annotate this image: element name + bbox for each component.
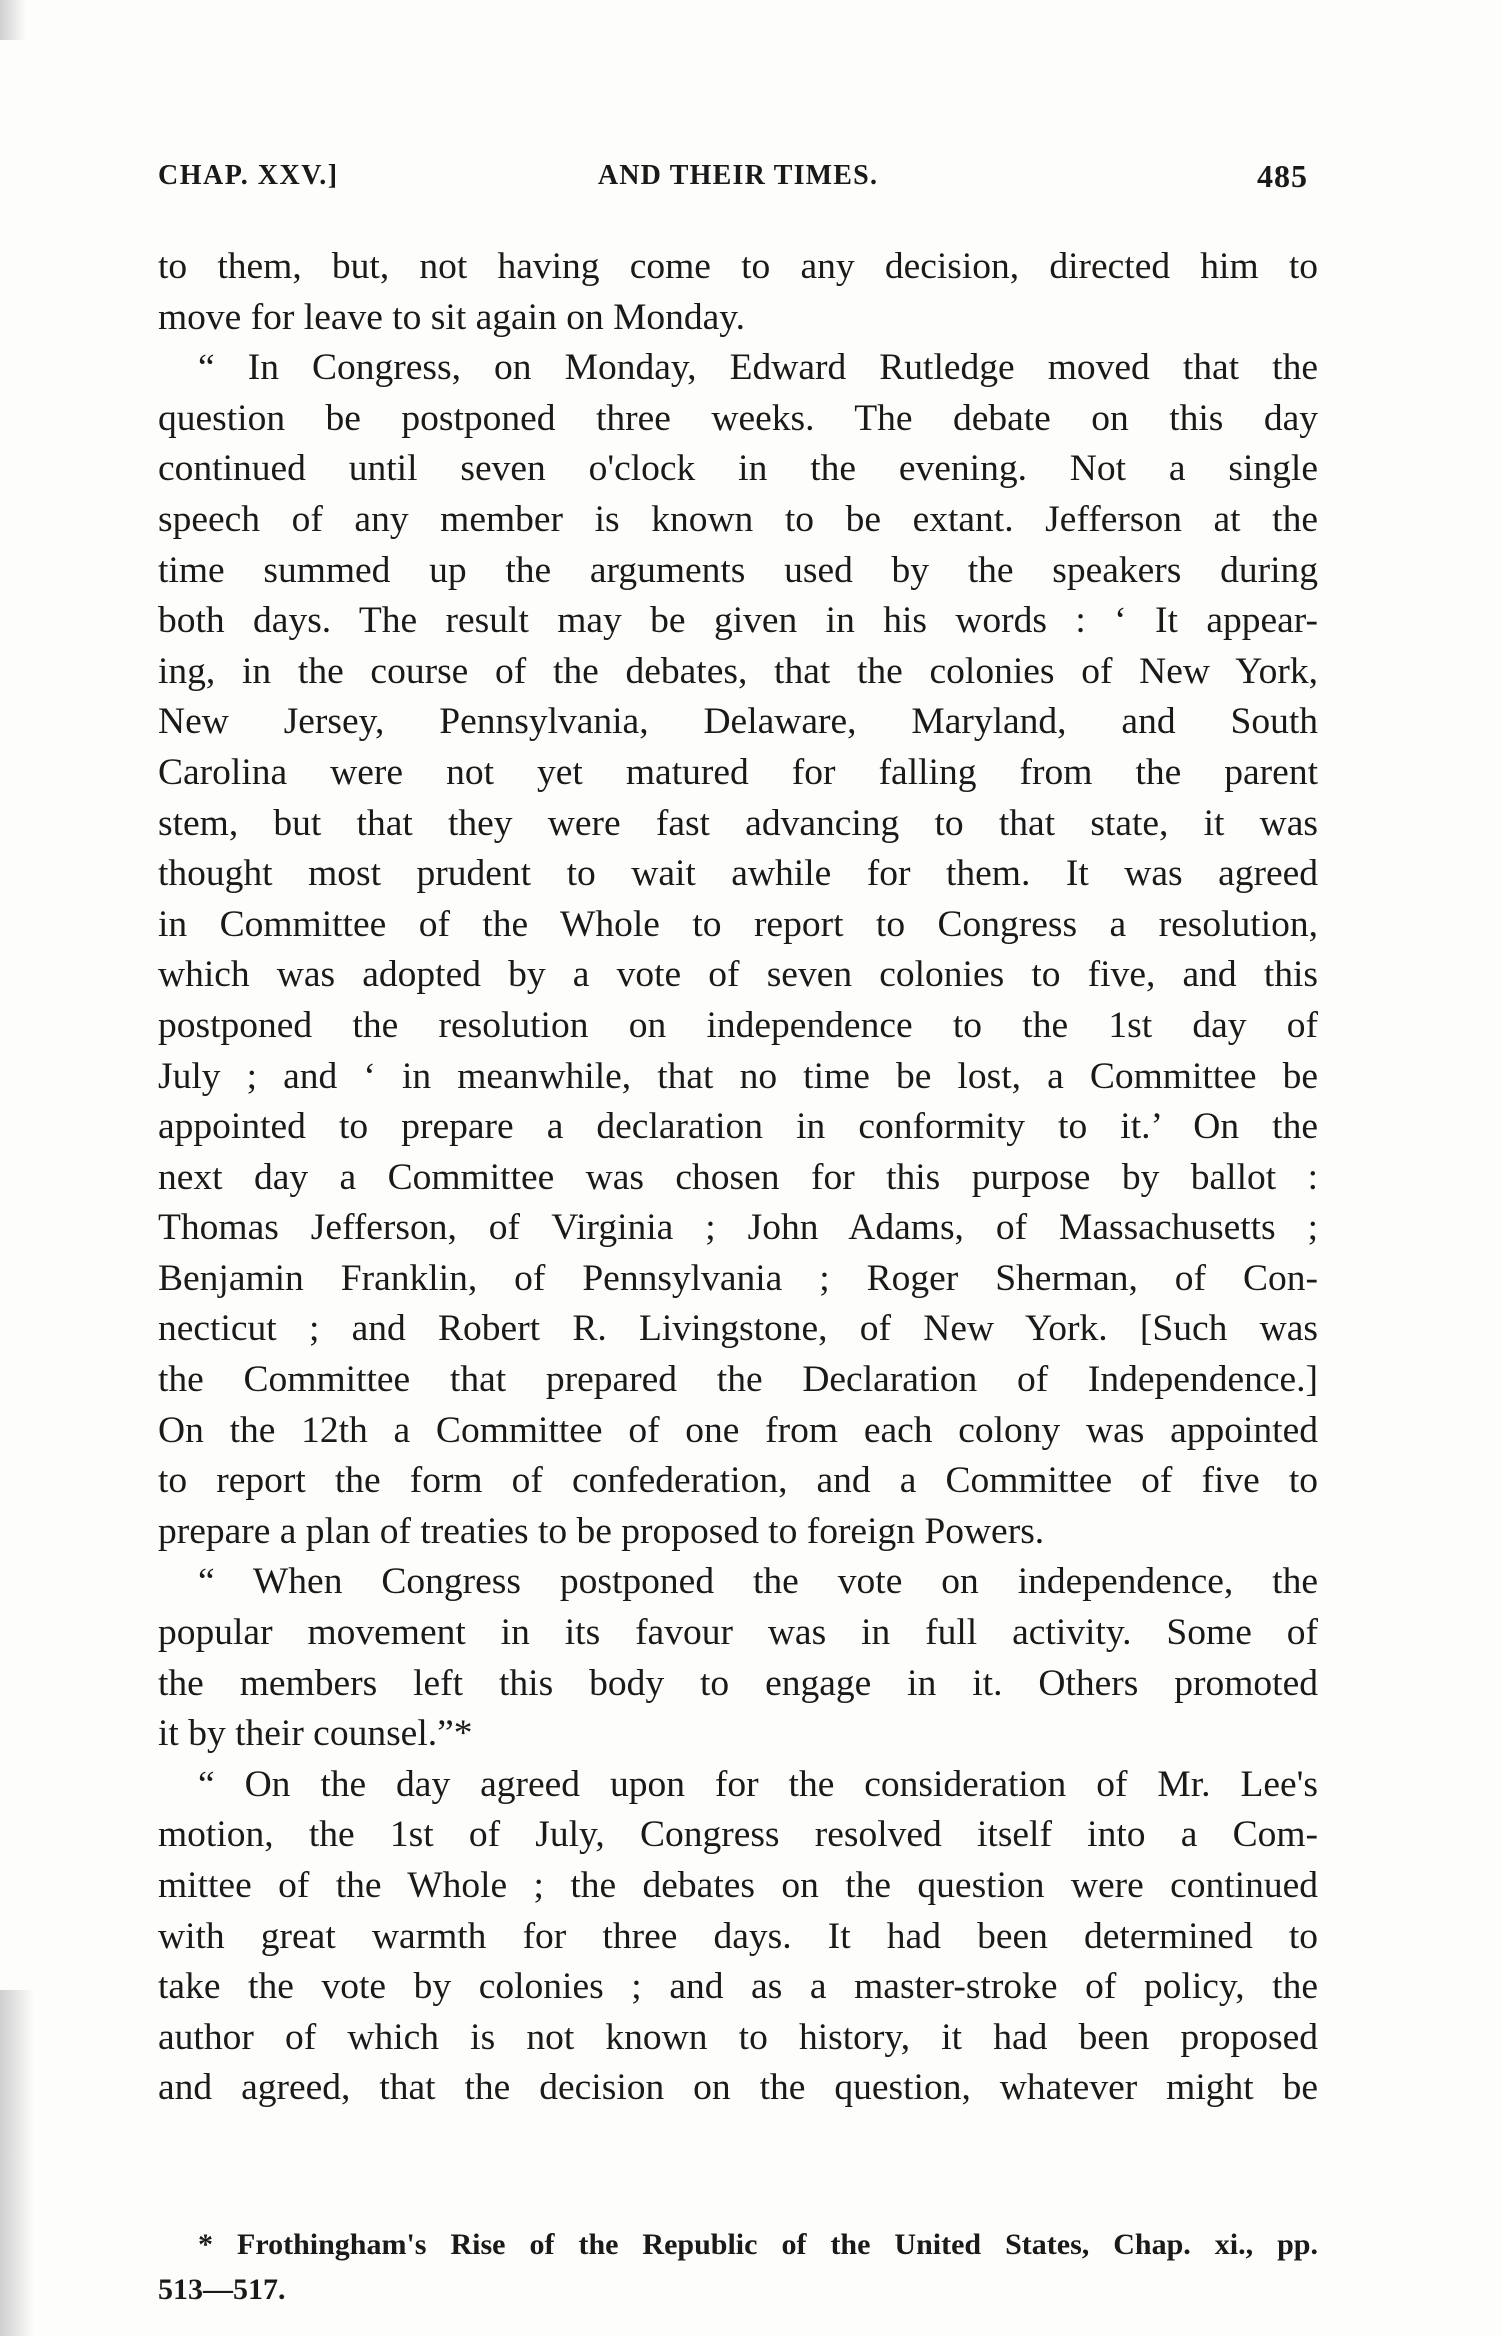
text-line: “ On the day agreed upon for the consideration of Mr. Lee's [198,1763,1318,1805]
text-line: thought most prudent to wait awhile for them. It was agreed [158,853,1318,895]
text-line: July ; and ‘ in meanwhile, that no time be lost, a Committee be [158,1055,1318,1097]
text-line: “ When Congress postponed the vote on independence, the [198,1561,1318,1603]
text-line: On the 12th a Committee of one from each colony was appointed [158,1409,1318,1451]
text-line: both days. The result may be given in his words : ‘ It appear- [158,600,1318,642]
text-line: New Jersey, Pennsylvania, Delaware, Maryland, and South [158,701,1318,743]
text-line: the members left this body to engage in it. Others promoted [158,1662,1318,1704]
text-line: in Committee of the Whole to report to Congress a resolution, [158,903,1318,945]
text-line: prepare a plan of treaties to be proposed to foreign Powers. [158,1510,1045,1552]
text-line: postponed the resolution on independence to the 1st day of [158,1004,1318,1046]
text-line: move for leave to sit again on Monday. [158,296,745,338]
text-line: time summed up the arguments used by the speakers during [158,549,1318,591]
text-line: ing, in the course of the debates, that the colonies of New York, [158,650,1318,692]
text-line: necticut ; and Robert R. Livingstone, of New York. [Such was [158,1308,1318,1350]
text-line: mittee of the Whole ; the debates on the question were continued [158,1865,1318,1906]
running-title: AND THEIR TIMES. [597,160,879,191]
page-edge-shadow-bottom [0,1990,34,2336]
text-line: motion, the 1st of July, Congress resolved itself into a Com- [158,1814,1318,1856]
footnote-line: * Frothingham's Rise of the Republic of the United States, Chap. xi., pp. [198,2228,1318,2261]
text-line: popular movement in its favour was in full activity. Some of [158,1612,1318,1654]
footnote-line: 513—517. [158,2273,286,2306]
text-line: with great warmth for three days. It had been determined to [158,1915,1318,1957]
text-line: next day a Committee was chosen for this purpose by ballot : [158,1156,1318,1198]
text-line: “ In Congress, on Monday, Edward Rutledge moved that the [198,347,1318,389]
text-line: it by their counsel.”* [158,1713,473,1755]
text-line: question be postponed three weeks. The debate on this day [158,397,1318,439]
text-line: and agreed, that the decision on the question, whatever might be [158,2067,1318,2109]
book-page [158,0,1318,2336]
chapter-label: CHAP. XXV.] [158,160,339,191]
text-line: Thomas Jefferson, of Virginia ; John Adams, of Massachusetts ; [158,1207,1318,1249]
page-edge-shadow-top [0,0,26,40]
text-line: take the vote by colonies ; and as a master-stroke of policy, the [158,1966,1318,2008]
text-line: continued until seven o'clock in the evening. Not a single [158,448,1318,490]
text-line: which was adopted by a vote of seven colonies to five, and this [158,954,1318,996]
text-line: author of which is not known to history, it had been proposed [158,2016,1318,2058]
text-line: speech of any member is known to be extant. Jefferson at the [158,498,1318,540]
page-number: 485 [1257,158,1308,194]
text-line: Benjamin Franklin, of Pennsylvania ; Roger Sherman, of Con- [158,1257,1318,1299]
text-line: to report the form of confederation, and a Committee of five to [158,1460,1318,1502]
footnote [158,2222,1318,2312]
running-header [158,160,1318,200]
text-line: stem, but that they were fast advancing to that state, it was [158,802,1318,844]
body-text [158,242,1318,2114]
text-line: to them, but, not having come to any decision, directed him to [158,246,1318,287]
text-line: appointed to prepare a declaration in conformity to it.’ On the [158,1106,1318,1148]
text-line: the Committee that prepared the Declaration of Independence.] [158,1359,1318,1401]
text-line: Carolina were not yet matured for falling from the parent [158,751,1318,793]
